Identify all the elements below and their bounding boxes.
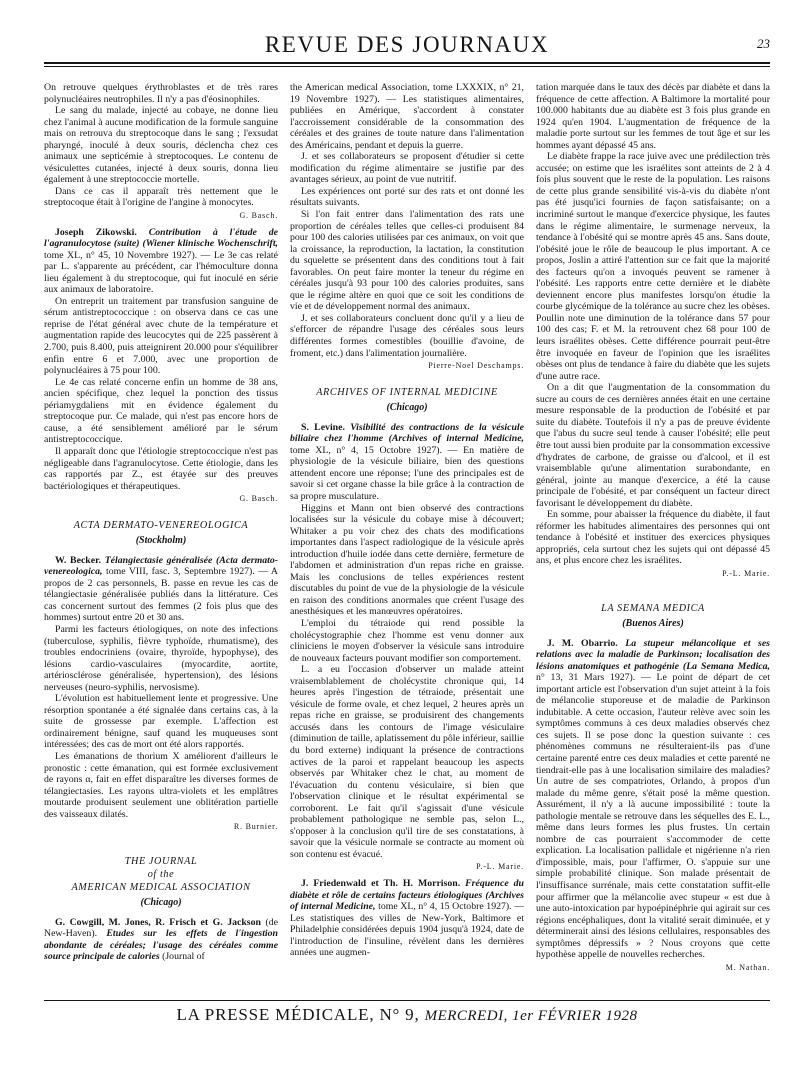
column-right <box>536 82 770 994</box>
paragraph: L'emploi du tétraiode qui rend possible la cholécystographie chez l'homme est venu donner aux cliniciens le moyen d'observer la vésicule sans introduire de nouveaux facteurs pouvant modifier son comportement. <box>290 617 524 664</box>
page-header <box>44 30 770 62</box>
section-title-line: AMERICAN MEDICAL ASSOCIATION <box>71 881 251 893</box>
section-title: ARCHIVES OF INTERNAL MEDICINE <box>316 386 498 398</box>
author-place: (de New-Haven). <box>44 916 278 940</box>
abstract-entry <box>290 422 524 503</box>
author: S. Levine. <box>301 421 345 433</box>
article-title: La stupeur mélancolique et ses relations avec la maladie de Parkinson; localisation des lésions anatomiques et pathogénie (La Semana Medica, <box>536 637 770 672</box>
section-subtitle: (Stockholm) <box>135 534 187 546</box>
section-subtitle: (Chicago) <box>386 401 428 413</box>
abstract-entry <box>44 917 278 963</box>
article-title: Télangiectasie généralisée (Acta dermato-venereologica, <box>44 554 278 578</box>
paragraph: L'évolution est habituellement lente et progressive. Une résorption spontanée a été signalée dans certains cas, à la suite de grossesse par exemple. L'affection est ordinairement bénigne, sauf quand les muqueuses sont intéressées; des cas de mort ont été alors rapportés. <box>44 693 278 751</box>
paragraph: On retrouve quelques érythroblastes et de très rares polynucléaires neutrophiles. Il n'y a pas d'éosinophiles. <box>44 82 278 105</box>
paragraph: Les expériences ont porté sur des rats et ont donné les résultats suivants. <box>290 185 524 209</box>
signature: G. Basch. <box>239 211 278 221</box>
reference-text: tome VIII, fasc. 3, Septembre 1927). — A propos de 2 cas personnels, B. passe en revue les cas de télangiectasie généralisée publiés dans la littérature. Ces cas concernent surtout des femmes (2 fois plus que des hommes) surtout entre 20 et 30 ans. <box>44 566 278 624</box>
section-subtitle: (Buenos Aires) <box>622 617 684 629</box>
reference-text: n° 13, 31 Mars 1927). — Le point de départ de cet important article est l'observation d'un sujet atteint à la fois de mélancolie stuporeuse et de maladie de Parkinson indubitable. A cette occasion, l'auteur relève avec soin les symptômes communs à ces deux maladies observés chez ces sujets. Il se pose donc la question suivante : ces phénomènes communs ne résulteraient-ils pas d'une certaine parenté entre ces deux maladies et cette parenté ne tiendrait-elle pas à une localisation similaire des maladies? Un autre de ses compatriotes, Orlando, à propos d'un malade du même genre, s'était posé la même question. Assurément, il n'y a là aucune impossibilité : toute la pathologie mentale se retrouve dans les séquelles des E. L., même dans leurs formes les plus frustes. Un certain nombre de cas pourraient s'accommoder de cette explication. La localisation pallidale et nigérienne n'a rien d'impossible, mais, pour l'affirmer, O. s'appuie sur une simple probabilité clinique. Son malade présentait de l'insuffisance surrénale, mais cette constatation suffit-elle pour affirmer que la mélancolie avec stupeur « est due à une auto-intoxication par hypoépinéphrie qui agirait sur ces régions encéphaliques, dont la vitalité serait diminuée, et y déterminerait ainsi des lésions cellulaires, responsables des symptômes dépressifs » ? Nous croyons que cette hypothèse appelle de nouvelles recherches. <box>536 672 770 961</box>
reference-text: tome XL, n° 45, 10 Novembre 1927). — Le 3e cas relaté par L. s'apparente au précédent, car l'hémoculture donna lieu également à du streptocoque, qui fut inoculé en série aux animaux de laboratoire. <box>44 249 278 296</box>
paragraph: J. et ses collaborateurs concluent donc qu'il y a lieu de s'efforcer de répandre l'usage des céréales sous leurs différentes formes comestibles (bouillie d'avoine, de froment, etc.) dans l'alimentation journalière. <box>290 312 524 359</box>
column-middle <box>290 82 524 994</box>
abstract-entry <box>44 227 278 296</box>
signature: P.-L. Marie. <box>476 862 524 872</box>
article-title: Fréquence du diabète et rôle de certains facteurs étiologiques (Archives of internal Medicine, <box>290 878 524 913</box>
paragraph: On a dit que l'augmentation de la consommation du sucre au cours de ces dernières années était en une certaine mesure responsable de la production de l'obésité et par suite du diabète. Toutefois il n'y a pas de preuve évidente que l'abus du sucre seul tende à causer l'obésité; elle peut être tout aussi bien produite par la consommation excessive d'hydrates de carbone, de graisse ou d'alcool, et il est vraisemblable qu'une alimentation surabondante, en général, jointe au manque d'exercice, a été la cause principale de l'obésité, et par conséquent un facteur direct favorisant le développement du diabète. <box>536 382 770 509</box>
signature: M. Nathan. <box>725 962 770 972</box>
abstract-entry <box>290 878 524 959</box>
author: W. Becker. <box>55 554 101 566</box>
paragraph: L. a eu l'occasion d'observer un malade atteint vraisemblablement de cholécystite chronique qui, 14 heures après l'ingestion de tétraiode, présentait une vésicule de forme ovale, et chez lequel, 2 heures après un repas riche en graisse, se produisirent des changements accusés dans les contours de l'image vésiculaire (diminution de taille, aplatissement du pôle inférieur, saillie du bord externe) indiquant la présence de contractions actives de la paroi et rappelant beaucoup les aspects observés par Whitaker chez le chat, au moment de l'évacuation du contenu vésiculaire, si bien que l'observation clinique et le résultat expérimental se corroborent. Le fait qu'il s'agissait d'une vésicule probablement pathologique ne semble pas, selon L., s'opposer à la conclusion qu'il tire de ses constatations, à savoir que la vésicule normale se contracte au moment où son contenu est évacué. <box>290 664 524 860</box>
reference-text: tome XL, n° 4, 15 Octobre 1927). — Les statistiques des villes de New-York, Baltimore et Philadelphie considérées depuis 1904 jusqu'à 1924, date de l'introduction de l'insuline, révèlent dans les dernières années une augmen- <box>290 901 524 959</box>
footer-rule <box>44 1000 770 1001</box>
running-title: REVUE DES JOURNAUX <box>264 32 550 57</box>
author: G. Cowgill, M. Jones, R. Frisch et G. Jackson <box>55 916 261 928</box>
article-title: Etudes sur les effets de l'ingestion abondante de céréales; l'usage des céréales comme source principale de calories <box>44 928 278 963</box>
section-title-line: of the <box>147 868 175 880</box>
footer-issue-date: MERCREDI, 1er FÉVRIER 1928 <box>424 1008 638 1024</box>
signature: G. Basch. <box>239 494 278 504</box>
paragraph: Higgins et Mann ont bien observé des contractions localisées sur la vésicule du cobaye mise à découvert; Whitaker a pu voir chez des chats des modifications importantes dans l'aspect radiologique de la vésicule après introduction d'huile iodée dans cette dernière, fermeture de l'abdomen et administration d'un repas riche en graisse. Mais les conclusions de telles expériences restent discutables du point de vue de la physiologie de la vésicule en raison des conditions anormales que créent l'usage des anesthésiques et les manœuvres opératoires. <box>290 502 524 618</box>
section-title: ACTA DERMATO-VENEREOLOGICA <box>73 519 249 531</box>
signature: P.-L. Marie. <box>722 568 770 578</box>
page-number: 23 <box>757 36 770 51</box>
article-title: Contribution à l'étude de l'agranulocytose (suite) (Wiener klinische Wochenschrift, <box>44 226 278 250</box>
paragraph: En somme, pour abaisser la fréquence du diabète, il faut réformer les habitudes alimentaires des personnes qui ont tendance à l'obésité et instituer des exercices physiques appropriés, cela surtout chez les sujets qui ont dépassé 45 ans, et plus encore chez les israélites. <box>536 509 770 567</box>
paragraph: the American medical Association, tome LXXXIX, n° 21, 19 Novembre 1927). — Les statistiques alimentaires, publiées en Amérique, s'accordent à constater l'accroissement considérable de la consommation des céréales et des graines de toute nature dans l'alimentation des Américains, pendant et depuis la guerre. <box>290 82 524 151</box>
header-rule-thin <box>44 66 770 67</box>
section-subtitle: (Chicago) <box>140 896 182 908</box>
paragraph: On entreprit un traitement par transfusion sanguine de sérum antistreptococcique : on observa dans ce cas une reprise de l'état général avec chute de la température et augmentation rapide des leucocytes qui de 225 passèrent à 2.700, puis 8.400, puis atteignirent 20.000 pour s'équilibrer enfin entre 6 et 7.000, avec une proportion de polynucléaires à 75 pour 100. <box>44 295 278 377</box>
paragraph: Le sang du malade, injecté au cobaye, ne donne lieu chez l'animal à aucune modification de la formule sanguine mais on retrouva du streptocoque dans le sang ; l'exsudat pharyngé, inoculé à deux souris, déclencha chez ces animaux une septicémie à streptocoques. Le contenu de vésiculettes cutanées, injecté à deux souris, donna lieu également à une streptococcie mortelle. <box>44 105 278 186</box>
paragraph: Si l'on fait entrer dans l'alimentation des rats une proportion de céréales telles que celles-ci produisent 84 pour 100 des calories utilisées par ces animaux, on voit que la croissance, la reproduction, la lactation, la constitution du squelette se présentent dans des conditions tout à fait favorables. On peut faire monter la teneur du régime en céréales jusqu'à 93 pour 100 des calories produites, sans que le régime altère en quoi que ce soit les conditions de vie et de développement normal des animaux. <box>290 209 524 313</box>
article-title: Visibilité des contractions de la vésicule biliaire chez l'homme (Archives of internal Medicine, <box>290 421 524 445</box>
author: Joseph Zikowski. <box>55 226 137 238</box>
signature: R. Burnier. <box>233 822 278 832</box>
paragraph: Les émanations de thorium X améliorent d'ailleurs le pronostic : cette émanation, qui est formée exclusivement de rayons α, fait en effet disparaître les diverses formes de télangiectasies. Les rayons ultra-violets et les emplâtres moutarde produisent seulement une oblitération partielle des vaisseaux dilatés. <box>44 750 278 820</box>
reference-text: tome XL, n° 4, 15 Octobre 1927). — En matière de physiologie de la vésicule biliaire, bien des questions attendent encore une réponse; l'une des principales est de savoir si cet organe chasse la bile grâce à la contraction de sa propre musculature. <box>290 444 524 502</box>
page-footer <box>44 1004 770 1027</box>
abstract-entry <box>536 638 770 961</box>
paragraph: Dans ce cas il apparaît très nettement que le streptocoque était à l'origine de l'angine à monocytes. <box>44 185 278 209</box>
paragraph: Il apparaît donc que l'étiologie streptococcique n'est pas négligeable dans l'agranulocytose. Cette étiologie, dans les cas rapportés par Z., est étayée sur des preuves bactériologiques et thérapeutiques. <box>44 445 278 492</box>
paragraph: Parmi les facteurs étiologiques, on note des infections (tuberculose, syphilis, fièvre typhoïde, rhumatisme), des troubles endocriniens (ovaire, thyroïde, hypophyse), des lésions cardio-vasculaires (myocardite, aortite, artériosclérose généralisée, hypertension), des lésions nerveuses (neuro-syphilis, nervosisme). <box>44 623 278 693</box>
author: J. M. Obarrio. <box>547 637 618 649</box>
signature: Pierre-Noel Deschamps. <box>428 361 524 371</box>
section-title: THE JOURNAL <box>124 855 198 867</box>
paragraph: J. et ses collaborateurs se proposent d'étudier si cette modification du régime alimentaire se justifie par des avantages sérieux, au point de vue nutritif. <box>290 151 524 186</box>
article-columns <box>44 82 770 994</box>
header-rule <box>44 62 770 64</box>
reference-text: (Journal of <box>162 951 205 963</box>
paragraph: Le 4e cas relaté concerne enfin un homme de 38 ans, ancien spécifique, chez lequel la ponction des tissus périamygdaliens mit en évidence également du streptocoque pur. Ce malade, qui n'est pas encore hors de cause, a été sensiblement amélioré par le sérum antistreptococcique. <box>44 376 278 446</box>
author: J. Friedenwald et Th. H. Morrison. <box>301 878 461 889</box>
footer-journal: LA PRESSE MÉDICALE, N° 9, <box>176 1005 420 1024</box>
column-left <box>44 82 278 994</box>
paragraph: Le diabète frappe la race juive avec une prédilection très accusée; on estime que les israélites sont atteints de 2 à 4 fois plus souvent que le reste de la population. Les raisons de cette plus grande sensibilité vis-à-vis du diabète n'ont pas été jusqu'ici fournies de façon satisfaisante; on a incriminé surtout le manque d'exercice physique, les fautes dans le régime alimentaire, le surmenage nerveux, la tendance à l'obésité qui se montre après 45 ans. Sans doute, l'obésité joue le rôle de beaucoup le plus important. A ce propos, Joslin a attiré l'attention sur ce fait que la majorité des facteurs qu'on a invoqués peuvent se ramener à l'obésité. Les rapports entre cette dernière et le diabète deviennent encore plus manifestes lorsqu'on étudie la courbe glycémique de la tolérance au sucre chez les obèses. Poullin note une diminution de la tolérance dans 57 pour 100 des cas; F. et M. la retrouvent chez 68 pour 100 de leurs israélites obèses. Cette différence pourrait peut-être être invoquée en faveur de l'opinion que les israélites obèses ont plus de tendance à faire du diabète que les sujets d'une autre race. <box>536 151 770 382</box>
abstract-entry <box>44 555 278 624</box>
paragraph: tation marquée dans le taux des décès par diabète et dans la fréquence de cette affection. A Baltimore la mortalité pour 100.000 habitants due au diabète est 3 fois plus grande en 1924 qu'en 1904. L'augmentation de fréquence de la maladie porte surtout sur les femmes de tout âge et sur les hommes ayant dépassé 45 ans. <box>536 82 770 151</box>
section-title: LA SEMANA MEDICA <box>601 602 705 614</box>
